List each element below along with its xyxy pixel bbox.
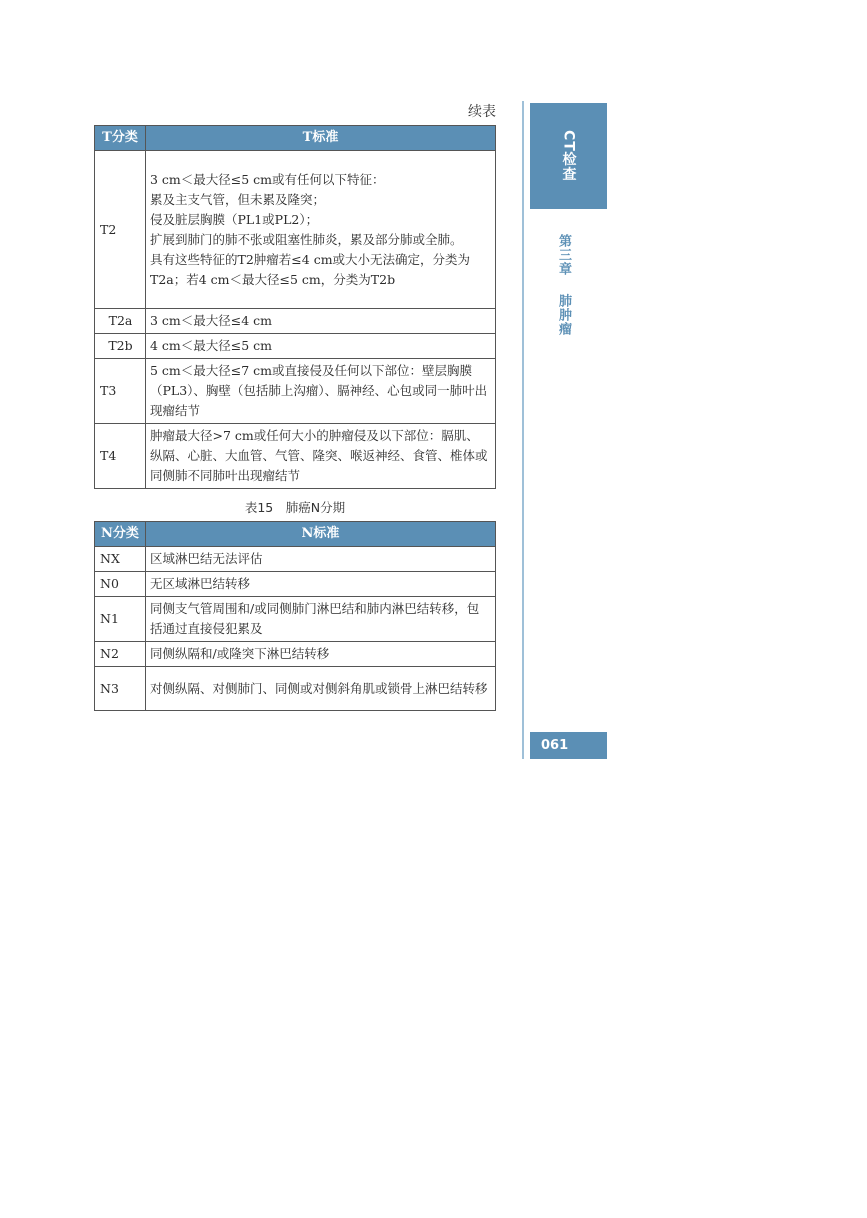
t-code: T2b <box>95 334 146 359</box>
n-code: N0 <box>95 572 146 597</box>
t-criteria: 4 cm＜最大径≤5 cm <box>146 334 496 359</box>
t-header-criteria: T标准 <box>146 126 496 151</box>
t-criteria-line: 侵及脏层胸膜（PL1或PL2）； <box>150 211 319 227</box>
t-criteria <box>146 151 496 309</box>
table-header-row <box>95 126 496 151</box>
t-criteria: 肿瘤最大径>7 cm或任何大小的肿瘤侵及以下部位：膈肌、纵隔、心脏、大血管、气管、隆突、喉返神经、食管、椎体或同侧肺不同肺叶出现瘤结节 <box>146 424 496 489</box>
table-row <box>95 597 496 642</box>
n-code: N1 <box>95 597 146 642</box>
t-classification-table <box>94 125 496 489</box>
t-code: T3 <box>95 359 146 424</box>
t-criteria-line: 3 cm＜最大径≤5 cm或有任何以下特征： <box>150 171 385 187</box>
chapter-heading <box>555 234 571 336</box>
t-code: T2 <box>95 151 146 309</box>
t-code: T2a <box>95 309 146 334</box>
table-row <box>95 572 496 597</box>
n-criteria: 区域淋巴结无法评估 <box>146 547 496 572</box>
n-criteria: 同侧支气管周围和/或同侧肺门淋巴结和肺内淋巴结转移，包括通过直接侵犯累及 <box>146 597 496 642</box>
continued-label: 续表 <box>468 104 496 120</box>
n-code: N3 <box>95 667 146 711</box>
table-header-row <box>95 522 496 547</box>
table-row <box>95 547 496 572</box>
t-header-category: T分类 <box>95 126 146 151</box>
section-tab <box>530 103 607 209</box>
n-criteria: 同侧纵隔和/或隆突下淋巴结转移 <box>146 642 496 667</box>
n-classification-table <box>94 521 496 711</box>
table-row <box>95 334 496 359</box>
t-criteria-line: 累及主支气管，但未累及隆突； <box>150 191 326 207</box>
table-row <box>95 309 496 334</box>
margin-rule <box>522 101 524 759</box>
t-criteria: 5 cm＜最大径≤7 cm或直接侵及任何以下部位：壁层胸膜（PL3）、胸壁（包括肺上沟瘤）、膈神经、心包或同一肺叶出现瘤结节 <box>146 359 496 424</box>
t-code: T4 <box>95 424 146 489</box>
table-row <box>95 359 496 424</box>
table-row <box>95 151 496 309</box>
chapter-number: 第三章 <box>556 234 571 276</box>
n-criteria: 无区域淋巴结转移 <box>146 572 496 597</box>
section-tab-label: CT检查 <box>560 130 577 182</box>
table-row <box>95 424 496 489</box>
table-row <box>95 642 496 667</box>
table-row <box>95 667 496 711</box>
n-code: NX <box>95 547 146 572</box>
n-header-category: N分类 <box>95 522 146 547</box>
t-criteria-line: 扩展到肺门的肺不张或阻塞性肺炎，累及部分肺或全肺。 <box>150 231 463 247</box>
page-number: 061 <box>530 732 607 759</box>
chapter-title: 肺肿瘤 <box>556 294 571 336</box>
n-header-criteria: N标准 <box>146 522 496 547</box>
table-caption: 表15 肺癌N分期 <box>244 500 346 515</box>
n-criteria: 对侧纵隔、对侧肺门、同侧或对侧斜角肌或锁骨上淋巴结转移 <box>146 667 496 711</box>
n-code: N2 <box>95 642 146 667</box>
t-criteria-line: 具有这些特征的T2肿瘤若≤4 cm或大小无法确定，分类为T2a；若4 cm＜最大径≤5 cm，分类为T2b <box>150 251 471 287</box>
t-criteria: 3 cm＜最大径≤4 cm <box>146 309 496 334</box>
